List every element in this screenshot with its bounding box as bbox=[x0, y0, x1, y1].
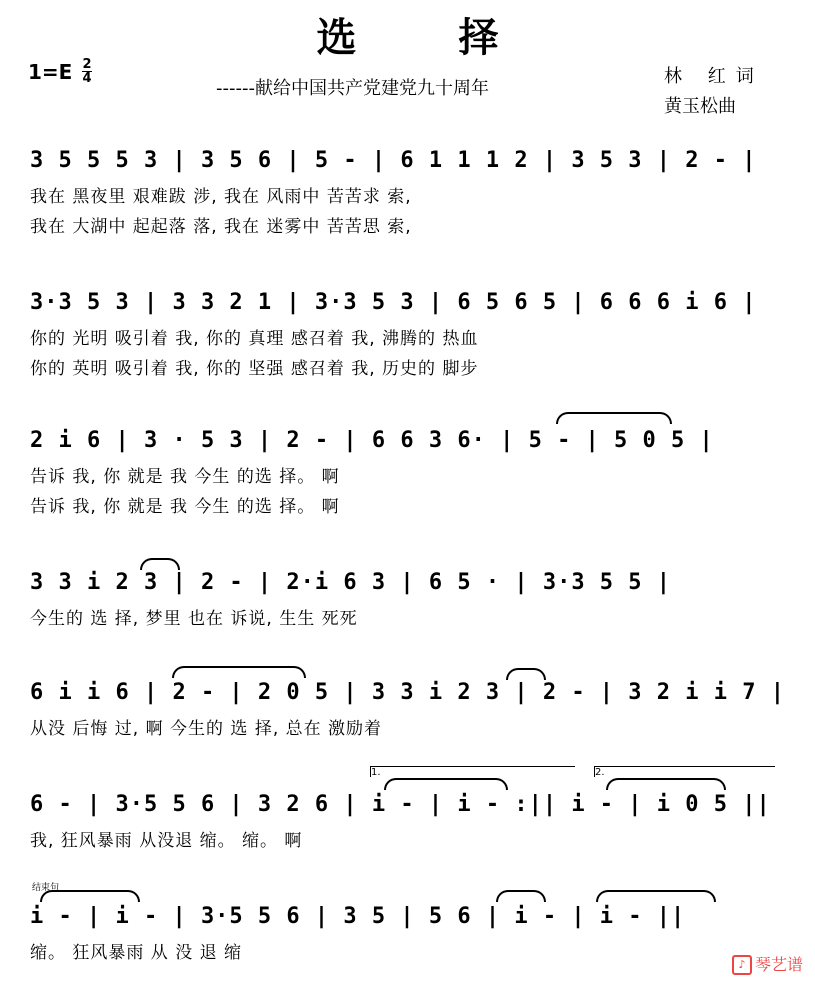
staff-notes: 6 i i 6 | 2 - | 2 0 5 | 3 3 i 2 3 | 2 - | 3 2 i i 7 | bbox=[30, 680, 785, 705]
staff-notes: 3·3 5 3 | 3 3 2 1 | 3·3 5 3 | 6 5 6 5 | 6 6 6 i 6 | bbox=[30, 290, 757, 315]
staff-notes: 2 i 6 | 3 · 5 3 | 2 - | 6 6 3 6· | 5 - | 5 0 5 | bbox=[30, 428, 714, 453]
tie-arc bbox=[596, 890, 716, 902]
tie-arc bbox=[40, 890, 140, 902]
tie-arc bbox=[384, 778, 508, 790]
tie-arc bbox=[606, 778, 726, 790]
lyric-line: 你的 英明 吸引着 我, 你的 坚强 感召着 我, 历史的 脚步 bbox=[30, 359, 479, 379]
watermark bbox=[732, 952, 803, 976]
lyricist-credit: 林 红词 bbox=[664, 66, 764, 87]
tie-arc bbox=[496, 890, 546, 902]
time-signature-top: 2 bbox=[82, 57, 92, 72]
staff-notes: 3 3 i 2 3 | 2 - | 2·i 6 3 | 6 5 · | 3·3 5 5 | bbox=[30, 570, 672, 595]
coda-label: 结束句 bbox=[32, 883, 60, 893]
slur-arc bbox=[506, 668, 546, 680]
lyric-line: 告诉 我, 你 就是 我 今生 的选 择。 啊 bbox=[30, 497, 340, 517]
key-signature: 1=E bbox=[28, 60, 73, 84]
lyric-line: 我在 黑夜里 艰难跋 涉, 我在 风雨中 苦苦求 索, bbox=[30, 187, 412, 207]
lyric-line: 你的 光明 吸引着 我, 你的 真理 感召着 我, 沸腾的 热血 bbox=[30, 329, 479, 349]
lyric-line: 我在 大湖中 起起落 落, 我在 迷雾中 苦苦思 索, bbox=[30, 217, 412, 237]
volta-label-2: 2. bbox=[595, 767, 605, 778]
lyric-line: 从没 后悔 过, 啊 今生的 选 择, 总在 激励着 bbox=[30, 719, 383, 739]
staff-notes: 6 - | 3·5 5 6 | 3 2 6 | i - | i - :|| i - | i 0 5 || bbox=[30, 792, 771, 817]
lyric-line: 缩。 狂风暴雨 从 没 退 缩 bbox=[30, 943, 243, 963]
piano-logo-icon: ♪ bbox=[732, 955, 752, 975]
time-signature bbox=[82, 58, 92, 85]
lyric-line: 告诉 我, 你 就是 我 今生 的选 择。 啊 bbox=[30, 467, 340, 487]
song-title: 选 择 bbox=[316, 15, 543, 61]
time-signature-bottom: 4 bbox=[82, 71, 92, 86]
dedication: ------献给中国共产党建党九十周年 bbox=[216, 78, 489, 99]
volta-bracket-1 bbox=[370, 766, 575, 777]
composer-credit: 黄玉松曲 bbox=[664, 96, 736, 117]
tie-arc bbox=[556, 412, 672, 424]
tie-arc bbox=[172, 666, 306, 678]
staff-notes: i - | i - | 3·5 5 6 | 3 5 | 5 6 | i - | i - || bbox=[30, 904, 686, 929]
slur-arc bbox=[140, 558, 180, 570]
volta-bracket-2 bbox=[594, 766, 775, 777]
watermark-text: 琴艺谱 bbox=[754, 954, 803, 974]
lyric-line: 今生的 选 择, 梦里 也在 诉说, 生生 死死 bbox=[30, 609, 358, 629]
staff-notes: 3 5 5 5 3 | 3 5 6 | 5 - | 6 1 1 1 2 | 3 5 3 | 2 - | bbox=[30, 148, 757, 173]
volta-label-1: 1. bbox=[371, 767, 381, 778]
lyric-line: 我, 狂风暴雨 从没退 缩。 缩。 啊 bbox=[30, 831, 303, 851]
